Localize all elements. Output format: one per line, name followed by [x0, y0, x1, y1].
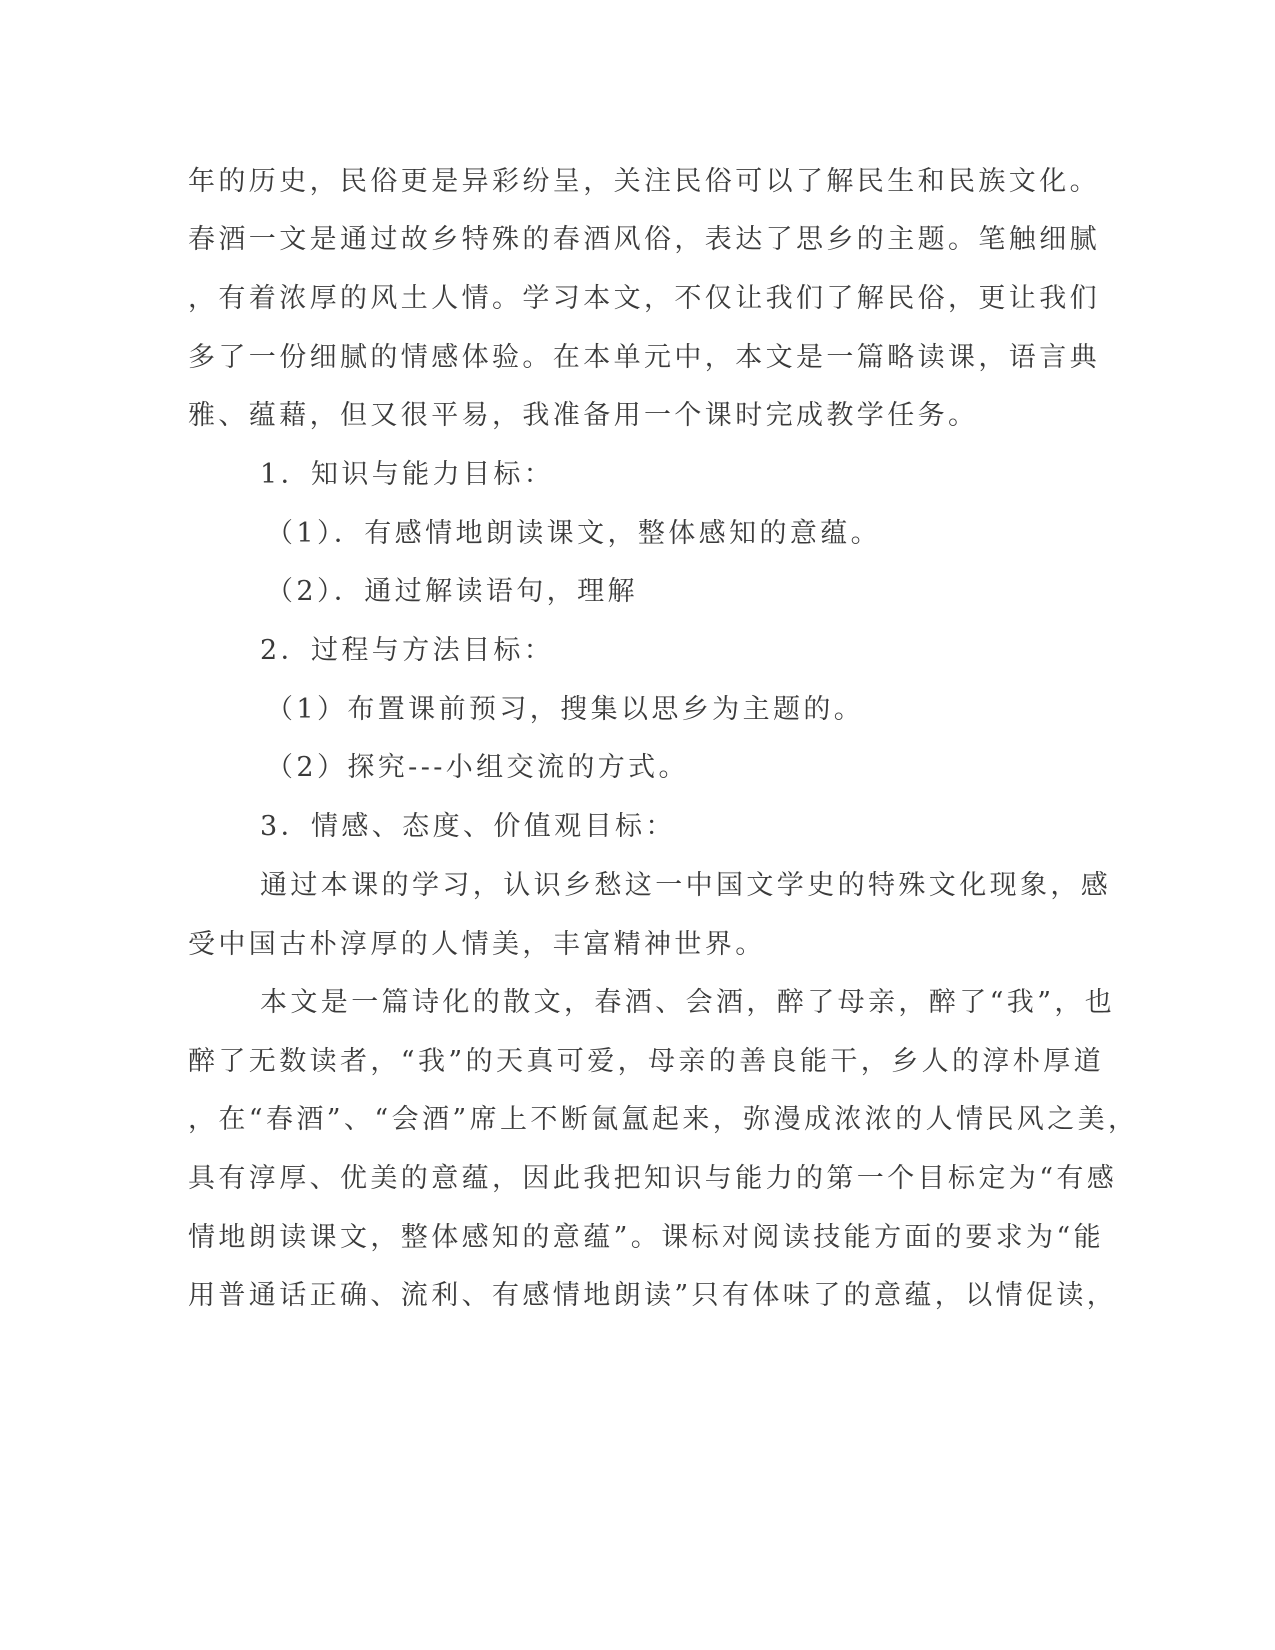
paragraph-line: 多了一份细腻的情感体验。在本单元中，本文是一篇略读课，语言典	[188, 342, 1100, 373]
paragraph-line: 春酒一文是通过故乡特殊的春酒风俗，表达了思乡的主题。笔触细腻	[188, 224, 1100, 255]
paragraph-line: ，有着浓厚的风土人情。学习本文，不仅让我们了解民俗，更让我们	[188, 283, 1100, 314]
objective-item: （2）．通过解读语句，理解	[266, 576, 638, 607]
paragraph-line: 本文是一篇诗化的散文，春酒、会酒，醉了母亲，醉了“我”，也	[260, 987, 1116, 1018]
paragraph-line: ，在“春酒”、“会酒”席上不断氤氲起来，弥漫成浓浓的人情民风之美，	[188, 1104, 1139, 1135]
objective-heading-1: 1．知识与能力目标：	[260, 459, 555, 490]
objective-item: （1）．有感情地朗读课文，整体感知的意蕴。	[266, 518, 882, 549]
paragraph-line: 醉了无数读者，“我”的天真可爱，母亲的善良能干，乡人的淳朴厚道	[188, 1046, 1105, 1077]
objective-item: （2）探究---小组交流的方式。	[266, 752, 689, 783]
objective-heading-2: 2．过程与方法目标：	[260, 635, 555, 666]
paragraph-line: 受中国古朴淳厚的人情美，丰富精神世界。	[188, 929, 766, 960]
paragraph-line: 年的历史，民俗更是异彩纷呈，关注民俗可以了解民生和民族文化。	[188, 166, 1100, 197]
objective-heading-3: 3．情感、态度、价值观目标：	[260, 811, 676, 842]
paragraph-line: 情地朗读课文，整体感知的意蕴”。课标对阅读技能方面的要求为“能	[188, 1222, 1105, 1253]
paragraph-line: 通过本课的学习，认识乡愁这一中国文学史的特殊文化现象，感	[260, 870, 1112, 901]
objective-item: （1）布置课前预习，搜集以思乡为主题的。	[266, 694, 865, 725]
paragraph-line: 用普通话正确、流利、有感情地朗读”只有体味了的意蕴，以情促读，	[188, 1280, 1118, 1311]
paragraph-line: 具有淳厚、优美的意蕴，因此我把知识与能力的第一个目标定为“有感	[188, 1163, 1118, 1194]
paragraph-line: 雅、蕴藉，但又很平易，我准备用一个课时完成教学任务。	[188, 400, 979, 431]
